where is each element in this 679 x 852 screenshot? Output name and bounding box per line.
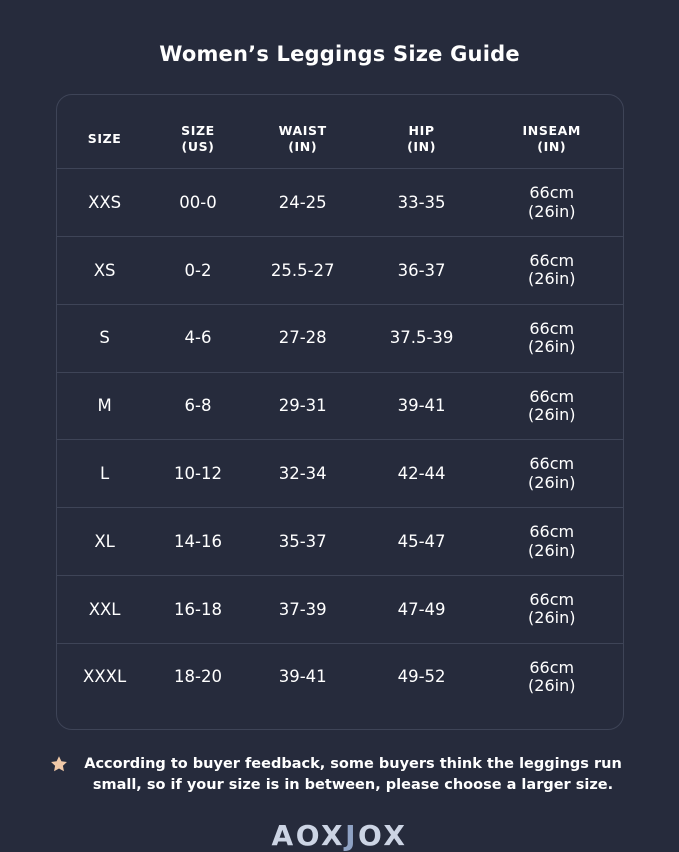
table-row [57,169,623,237]
cell-inseam [481,304,623,372]
cell-inseam [481,169,623,237]
column-header-hip-line1: HIP [408,123,435,138]
cell-inseam-line2: (26in) [528,269,576,289]
cell-inseam-line1: 66cm [529,522,575,542]
cell-inseam-line2: (26in) [528,201,576,221]
cell-size: L [100,464,110,484]
column-header-inseam-line1: INSEAM [522,123,581,138]
page-title: Women’s Leggings Size Guide [159,42,520,66]
cell-size-us: 10-12 [174,464,222,484]
cell-inseam [481,237,623,305]
cell-inseam-line1: 66cm [529,251,575,271]
cell-size-us: 4-6 [184,328,212,348]
brand-part-3: OX [358,819,408,852]
cell-inseam [481,372,623,440]
cell-hip: 39-41 [397,396,446,416]
brand-logo [272,819,408,852]
cell-size: M [97,396,112,416]
cell-inseam-line1: 66cm [529,318,575,338]
column-header-size-us-line1: SIZE [181,123,215,138]
cell-size: XXXL [83,667,127,687]
cell-inseam-line1: 66cm [529,386,575,406]
column-header-inseam [481,117,623,169]
table-header-row [57,117,623,169]
column-header-hip-line2: (IN) [407,138,437,154]
column-header-hip [362,117,481,169]
cell-size: XS [93,260,116,280]
cell-inseam-line1: 66cm [529,657,575,677]
cell-hip: 42-44 [397,464,446,484]
cell-size-us: 6-8 [184,396,212,416]
cell-waist: 25.5-27 [270,260,335,280]
cell-hip: 37.5-39 [389,328,454,348]
cell-inseam-line1: 66cm [529,454,575,474]
cell-size-us: 18-20 [174,667,222,687]
cell-hip: 36-37 [397,260,446,280]
cell-hip: 45-47 [397,531,446,551]
cell-waist: 39-41 [278,667,327,687]
column-header-waist-line2: (IN) [288,138,318,154]
column-header-size [57,117,153,169]
cell-size: S [99,328,110,348]
cell-inseam-line2: (26in) [528,337,576,357]
column-header-size-us-line2: (US) [181,138,215,154]
cell-inseam-line2: (26in) [528,676,576,696]
table-row [57,440,623,508]
table-row [57,508,623,576]
note-text: According to buyer feedback, some buyers think the leggings run small, so if your size is in between, please choose a larger size. [84,755,622,794]
cell-inseam-line1: 66cm [529,183,575,203]
cell-size: XXS [88,192,122,212]
table-row [57,643,623,710]
cell-inseam [481,575,623,643]
brand-part-2: J [345,819,359,852]
table-row [57,575,623,643]
cell-inseam [481,643,623,710]
cell-waist: 29-31 [278,396,327,416]
brand-part-1: AOX [271,819,346,852]
buyer-feedback-note [40,754,640,798]
column-header-size-us [153,117,244,169]
cell-size-us: 00-0 [179,192,217,212]
table-header [57,117,623,169]
cell-size: XL [94,531,115,551]
table-row [57,237,623,305]
cell-waist: 35-37 [278,531,327,551]
size-table-card [56,94,624,730]
cell-inseam [481,508,623,576]
cell-size-us: 0-2 [184,260,212,280]
cell-waist: 27-28 [278,328,327,348]
cell-inseam-line2: (26in) [528,540,576,560]
column-header-inseam-line2: (IN) [537,138,567,154]
cell-hip: 49-52 [397,667,446,687]
column-header-waist [243,117,362,169]
cell-waist: 37-39 [278,599,327,619]
cell-inseam-line1: 66cm [529,589,575,609]
cell-inseam [481,440,623,508]
cell-inseam-line2: (26in) [528,608,576,628]
size-table [57,117,623,711]
cell-hip: 47-49 [397,599,446,619]
table-row [57,372,623,440]
column-header-waist-line1: WAIST [278,123,327,138]
cell-inseam-line2: (26in) [528,404,576,424]
cell-size: XXL [88,599,121,619]
star-icon [50,755,68,776]
cell-waist: 24-25 [278,192,327,212]
table-row [57,304,623,372]
column-header-size-line1: SIZE [87,130,122,146]
cell-hip: 33-35 [397,192,446,212]
cell-size-us: 16-18 [174,599,222,619]
cell-size-us: 14-16 [174,531,222,551]
cell-inseam-line2: (26in) [528,472,576,492]
cell-waist: 32-34 [278,464,327,484]
table-body [57,169,623,711]
